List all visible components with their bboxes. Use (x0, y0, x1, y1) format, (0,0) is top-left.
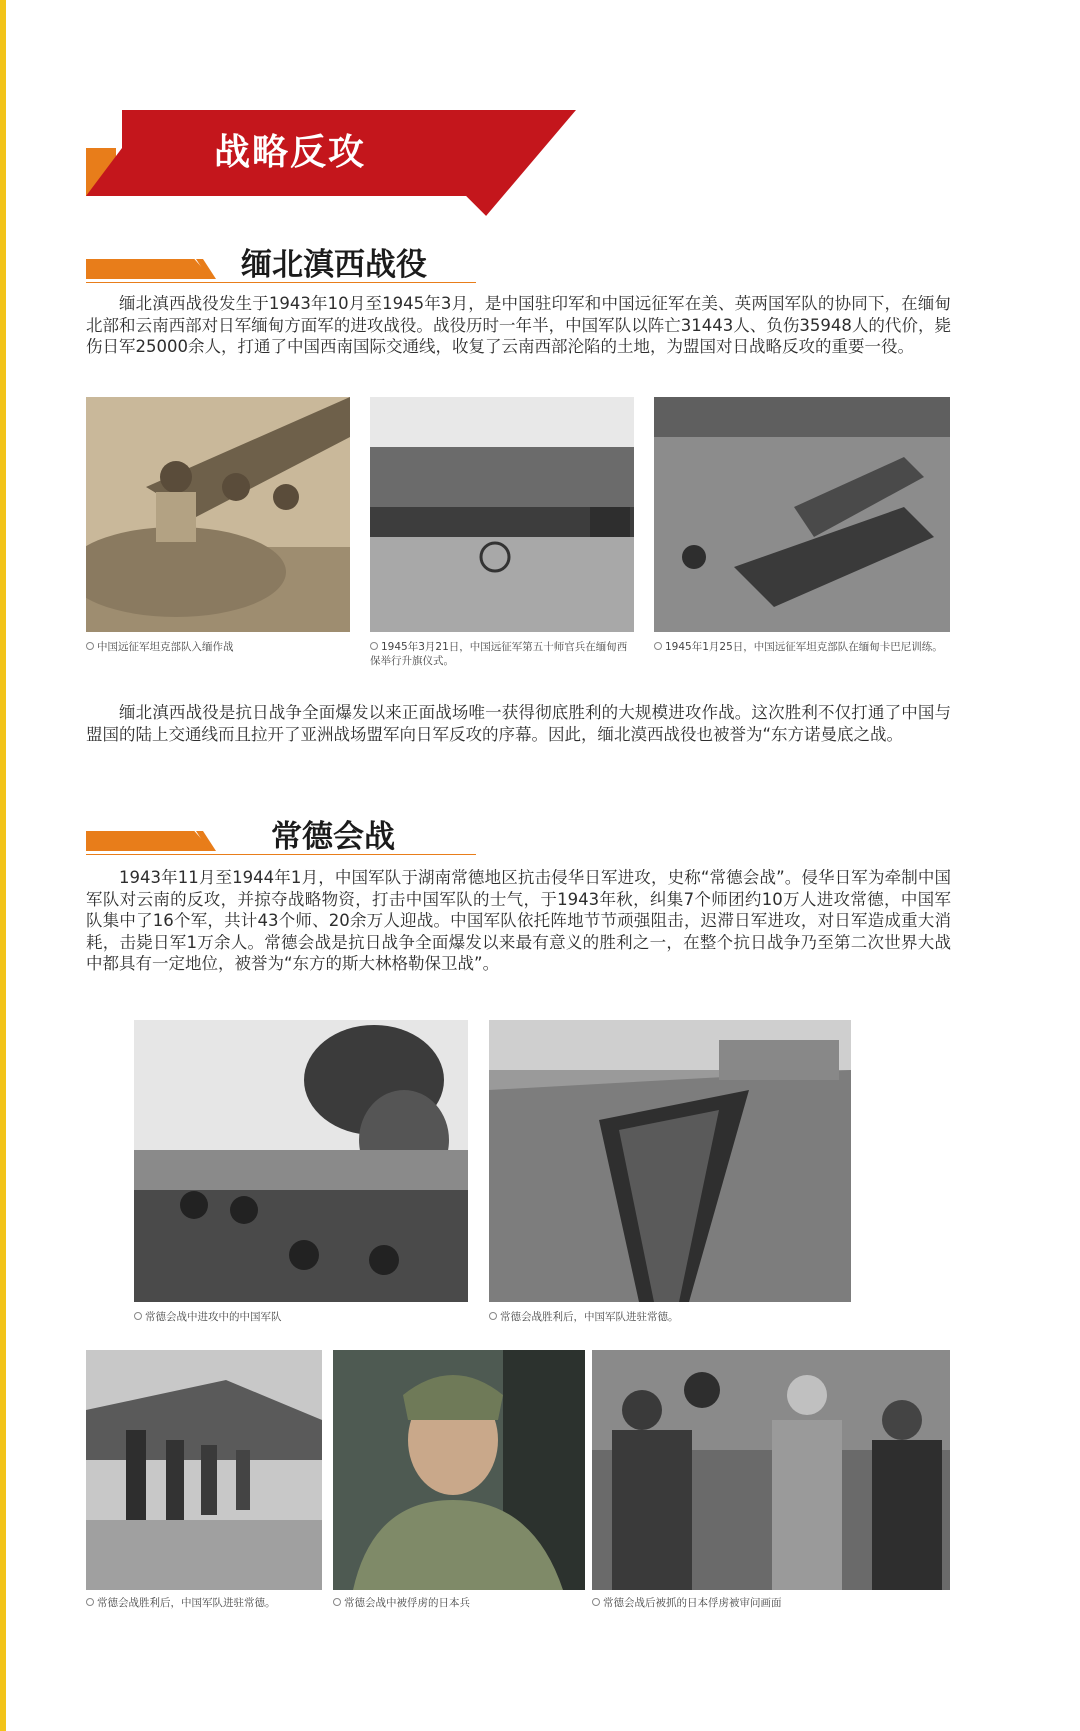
photo-captured-soldier (333, 1350, 585, 1590)
photo-caption (592, 1596, 950, 1610)
photo-caption (333, 1596, 585, 1610)
photo-caption (654, 640, 950, 654)
caption-text: 常德会战胜利后，中国军队进驻常德。 (97, 1597, 276, 1609)
photo-troops-entering (86, 1350, 322, 1590)
caption-bullet-icon (86, 1598, 94, 1606)
caption-bullet-icon (370, 642, 378, 650)
photo-tank-crew (86, 397, 350, 632)
photo-caption (370, 640, 634, 668)
caption-bullet-icon (592, 1598, 600, 1606)
caption-text: 常德会战中进攻中的中国军队 (145, 1311, 282, 1323)
caption-text: 常德会战后被抓的日本俘虏被审问画面 (603, 1597, 782, 1609)
section-banner (86, 110, 576, 216)
section-header-burma (86, 240, 476, 286)
section2-paragraph-1: 1943年11月至1944年1月，中国军队于湖南常德地区抗击侵华日军进攻，史称“常德会战”。侵华日军为牵制中国军队对云南的反攻，并掠夺战略物资，打击中国军队的士气，于1943年秋，纠集7个师团约10万人进攻常德，中国军队集中了16个军，共计43个师、20余万人迎战。中国军队依托阵地节节顽强阻击，迟滞日军进攻，对日军造成重大消耗，击毙日军1万余人。常德会战是抗日战争全面爆发以来最有意义的胜利之一，在整个抗日战争乃至第二次世界大战中都具有一定地位，被誉为“东方的斯大林格勒保卫战”。 (86, 868, 951, 973)
photo-advancing-troops (134, 1020, 468, 1302)
caption-text: 1945年1月25日，中国远征军坦克部队在缅甸卡巴尼训练。 (665, 641, 943, 653)
photo-caption (86, 640, 350, 654)
photo-caption (489, 1310, 851, 1324)
section1-paragraph-1: 缅北滇西战役发生于1943年10月至1945年3月，是中国驻印军和中国远征军在美、英两国军队的协同下，在缅甸北部和云南西部对日军缅甸方面军的进攻战役。战役历时一年半，中国军队以阵亡31443人、负伤35948人的代价，毙伤日军25000余人，打通了中国西南国际交通线，收复了云南西部沦陷的土地，为盟国对日战略反攻的重要一役。 (86, 294, 951, 356)
section-title: 缅北滇西战役 (241, 247, 427, 283)
photo-trench-ruins (489, 1020, 851, 1302)
caption-bullet-icon (134, 1312, 142, 1320)
caption-bullet-icon (86, 642, 94, 650)
caption-text: 常德会战中被俘虏的日本兵 (344, 1597, 470, 1609)
section1-paragraph-2: 缅北滇西战役是抗日战争全面爆发以来正面战场唯一获得彻底胜利的大规模进攻作战。这次胜利不仅打通了中国与盟国的陆上交通线而且拉开了亚洲战场盟军向日军反攻的序幕。因此，缅北漠西战役也被誉为“东方诺曼底之战。 (86, 703, 951, 744)
section-header-changde (86, 812, 476, 858)
header-stripe (86, 831, 212, 851)
photo-prisoner-interrogation (592, 1350, 950, 1590)
photo-tank-training (654, 397, 950, 632)
caption-text: 中国远征军坦克部队入缅作战 (97, 641, 234, 653)
left-accent-bar (0, 0, 6, 1731)
section-title: 常德会战 (271, 819, 395, 855)
caption-text: 常德会战胜利后，中国军队进驻常德。 (500, 1311, 679, 1323)
photo-flag-ceremony (370, 397, 634, 632)
photo-caption (86, 1596, 322, 1610)
caption-bullet-icon (489, 1312, 497, 1320)
caption-bullet-icon (333, 1598, 341, 1606)
header-stripe (86, 259, 212, 279)
caption-text: 1945年3月21日，中国远征军第五十师官兵在缅甸西保举行升旗仪式。 (370, 641, 628, 667)
banner-title: 战略反攻 (214, 132, 367, 173)
photo-caption (134, 1310, 468, 1324)
caption-bullet-icon (654, 642, 662, 650)
